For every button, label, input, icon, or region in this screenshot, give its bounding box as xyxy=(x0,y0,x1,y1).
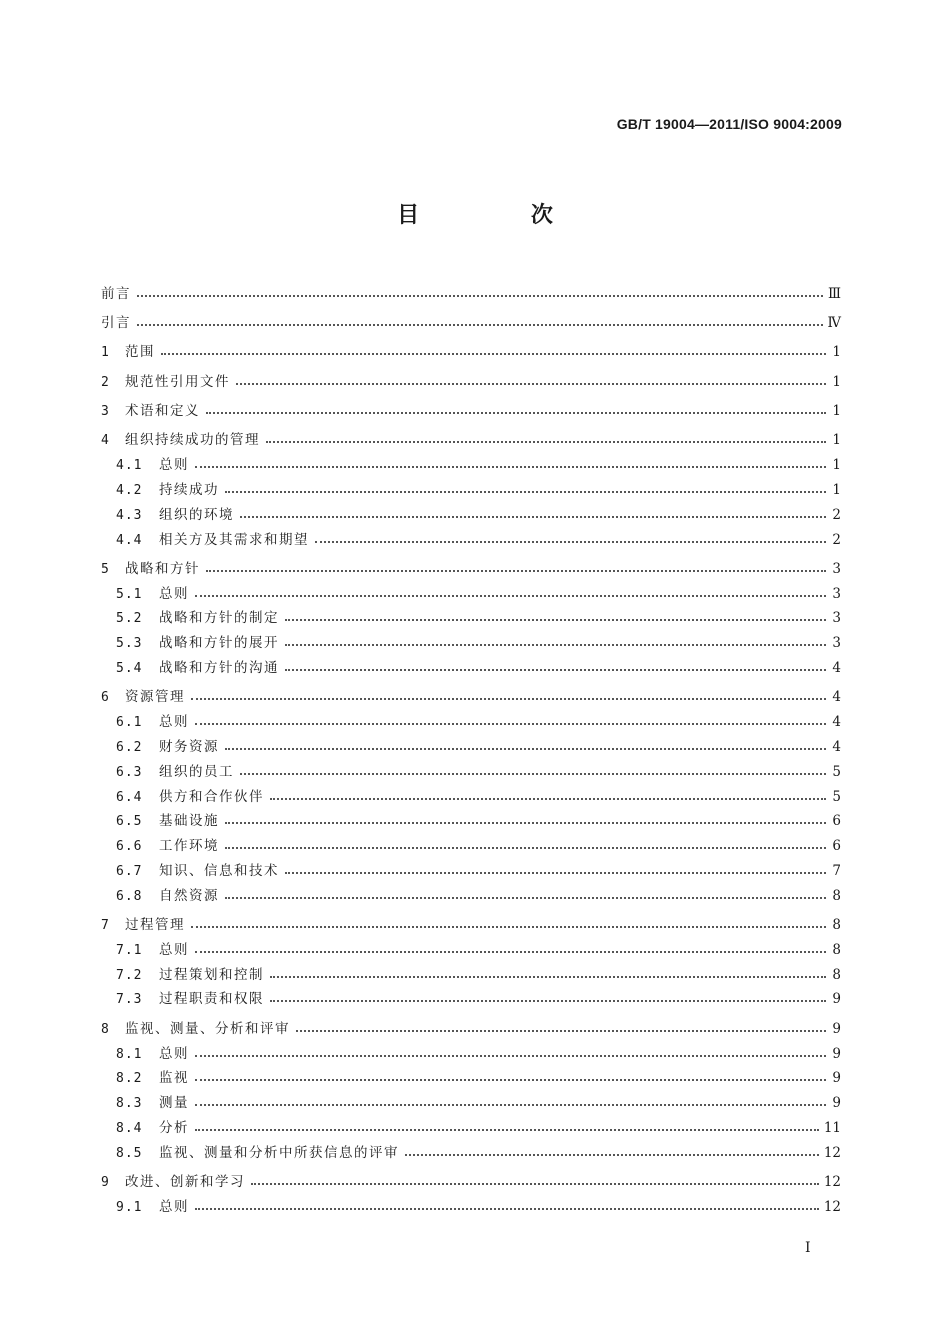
toc-entry-number: 5.1 xyxy=(116,586,143,602)
dot-leader xyxy=(285,618,826,621)
toc-entry[interactable] xyxy=(101,1136,841,1161)
toc-entry[interactable] xyxy=(101,958,841,983)
dot-leader xyxy=(225,821,826,824)
toc-entry[interactable] xyxy=(101,755,841,780)
toc-entry-page: 1 xyxy=(832,344,841,361)
page-number: I xyxy=(805,1240,811,1256)
toc-entry-page: 3 xyxy=(832,610,841,627)
toc-entry-page: 2 xyxy=(832,506,841,523)
toc-entry-title: 自然资源 xyxy=(159,887,219,904)
toc-entry[interactable] xyxy=(101,331,841,360)
dot-leader xyxy=(225,846,826,849)
dot-leader xyxy=(225,490,826,493)
toc-entry[interactable] xyxy=(101,933,841,958)
toc-entry-number: 5.4 xyxy=(116,661,143,677)
toc-entry-page: 2 xyxy=(832,531,841,548)
toc-entry[interactable] xyxy=(101,1161,841,1190)
toc-entry[interactable] xyxy=(101,548,841,577)
dot-leader xyxy=(206,569,826,572)
dot-leader xyxy=(266,440,826,443)
toc-entry-number: 9 xyxy=(101,1174,110,1190)
dot-leader xyxy=(137,323,823,326)
toc-entry-title: 工作环境 xyxy=(159,838,219,855)
toc-entry-title: 总则 xyxy=(159,941,189,958)
toc-entry-number: 4.3 xyxy=(116,507,143,523)
toc-entry-number: 5.2 xyxy=(116,611,143,627)
toc-entry[interactable] xyxy=(101,1037,841,1062)
dot-leader xyxy=(195,1103,826,1106)
toc-entry-page: 4 xyxy=(832,714,841,731)
toc-entry-title: 过程职责和权限 xyxy=(159,991,264,1008)
toc-entry-number: 7.1 xyxy=(116,942,143,958)
toc-entry[interactable] xyxy=(101,651,841,676)
toc-entry-number: 8.5 xyxy=(116,1145,143,1161)
toc-entry-number: 5.3 xyxy=(116,636,143,652)
toc-entry-title: 战略和方针的制定 xyxy=(159,610,279,627)
toc-entry[interactable] xyxy=(101,1111,841,1136)
toc-entry-title: 相关方及其需求和期望 xyxy=(159,531,309,548)
toc-entry-page: Ⅳ xyxy=(827,315,841,332)
toc-entry[interactable] xyxy=(101,360,841,389)
toc-entry[interactable] xyxy=(101,904,841,933)
toc-entry[interactable] xyxy=(101,983,841,1008)
toc-entry-number: 6.3 xyxy=(116,764,143,780)
toc-entry[interactable] xyxy=(101,676,841,705)
toc-entry[interactable] xyxy=(101,1086,841,1111)
toc-entry-page: 11 xyxy=(823,1119,841,1136)
toc-entry-page: 4 xyxy=(832,738,841,755)
standard-code: GB/T 19004—2011/ISO 9004:2009 xyxy=(616,116,842,132)
toc-entry-page: 4 xyxy=(832,689,841,706)
dot-leader xyxy=(161,352,826,355)
toc-entry-page: 6 xyxy=(832,813,841,830)
dot-leader xyxy=(225,896,826,899)
toc-entry[interactable] xyxy=(101,805,841,830)
toc-entry[interactable] xyxy=(101,1062,841,1087)
toc-entry-title: 财务资源 xyxy=(159,738,219,755)
toc-entry-page: 6 xyxy=(832,838,841,855)
toc-entry-page: 8 xyxy=(832,887,841,904)
dot-leader xyxy=(270,975,826,978)
toc-entry[interactable] xyxy=(101,602,841,627)
toc-entry-number: 7.3 xyxy=(116,992,143,1008)
toc-entry-number: 1 xyxy=(101,345,110,361)
toc-entry-number: 2 xyxy=(101,374,110,390)
toc-entry-page: 3 xyxy=(832,560,841,577)
toc-entry-number: 6 xyxy=(101,690,110,706)
toc-entry-number: 6.6 xyxy=(116,839,143,855)
dot-leader xyxy=(195,594,826,597)
dot-leader xyxy=(315,540,826,543)
toc-entry-number: 8 xyxy=(101,1021,110,1037)
dot-leader xyxy=(195,1078,826,1081)
dot-leader xyxy=(270,999,826,1002)
dot-leader xyxy=(206,411,826,414)
toc-entry-number: 6.7 xyxy=(116,863,143,879)
toc-entry-page: 12 xyxy=(823,1198,841,1215)
toc-entry-title: 测量 xyxy=(159,1095,189,1112)
toc-entry[interactable] xyxy=(101,523,841,548)
toc-entry-title: 总则 xyxy=(159,1045,189,1062)
dot-leader xyxy=(240,515,826,518)
toc-entry[interactable] xyxy=(101,854,841,879)
toc-entry-title: 过程管理 xyxy=(125,917,185,934)
toc-entry[interactable] xyxy=(101,829,841,854)
toc-entry-number: 4.2 xyxy=(116,482,143,498)
toc-entry-page: 12 xyxy=(823,1173,841,1190)
toc-entry-page: 1 xyxy=(832,432,841,449)
toc-entry-title: 改进、创新和学习 xyxy=(125,1173,245,1190)
toc-entry-title: 引言 xyxy=(101,315,131,332)
toc-entry-title: 术语和定义 xyxy=(125,403,200,420)
toc-entry-title: 规范性引用文件 xyxy=(125,373,230,390)
toc-entry-title: 组织的环境 xyxy=(159,506,234,523)
toc-entry-title: 监视 xyxy=(159,1070,189,1087)
dot-leader xyxy=(195,1054,826,1057)
toc-entry-number: 4 xyxy=(101,433,110,449)
toc-entry-page: 1 xyxy=(832,373,841,390)
toc-entry-title: 战略和方针的沟通 xyxy=(159,660,279,677)
toc-entry-title: 总则 xyxy=(159,585,189,602)
toc-entry-page: 4 xyxy=(832,660,841,677)
toc-entry-page: 1 xyxy=(832,481,841,498)
toc-entry[interactable] xyxy=(101,473,841,498)
toc-entry-number: 8.1 xyxy=(116,1046,143,1062)
toc-entry-title: 组织持续成功的管理 xyxy=(125,432,260,449)
toc-entry-number: 6.5 xyxy=(116,814,143,830)
dot-leader xyxy=(405,1153,819,1156)
toc-entry-page: 3 xyxy=(832,635,841,652)
toc-entry-page: 9 xyxy=(832,1045,841,1062)
dot-leader xyxy=(137,294,823,297)
toc-entry-page: 8 xyxy=(832,917,841,934)
dot-leader xyxy=(285,643,826,646)
toc-entry-page: 9 xyxy=(832,1070,841,1087)
toc-entry-title: 监视、测量、分析和评审 xyxy=(125,1020,290,1037)
toc-entry-page: 9 xyxy=(832,1020,841,1037)
dot-leader xyxy=(195,722,826,725)
dot-leader xyxy=(285,871,826,874)
dot-leader xyxy=(236,382,826,385)
toc-entry-number: 8.2 xyxy=(116,1071,143,1087)
toc-entry-number: 7 xyxy=(101,918,110,934)
toc-entry-title: 战略和方针 xyxy=(125,560,200,577)
dot-leader xyxy=(195,1207,819,1210)
page-title: 目 次 xyxy=(397,203,605,228)
toc-entry-page: 1 xyxy=(832,403,841,420)
toc-entry[interactable] xyxy=(101,626,841,651)
toc-entry[interactable] xyxy=(101,498,841,523)
toc-entry-page: 8 xyxy=(832,966,841,983)
toc-entry-title: 供方和合作伙伴 xyxy=(159,788,264,805)
toc-entry-page: Ⅲ xyxy=(827,285,841,302)
toc-entry-number: 5 xyxy=(101,561,110,577)
toc-entry-number: 6.8 xyxy=(116,888,143,904)
toc-entry-page: 1 xyxy=(832,457,841,474)
toc-entry-title: 总则 xyxy=(159,714,189,731)
toc-entry-title: 基础设施 xyxy=(159,813,219,830)
toc-entry[interactable] xyxy=(101,879,841,904)
toc-entry-title: 过程策划和控制 xyxy=(159,966,264,983)
toc-entry[interactable] xyxy=(101,1190,841,1215)
toc-entry-number: 9.1 xyxy=(116,1199,143,1215)
toc-entry-page: 7 xyxy=(832,862,841,879)
toc-entry-page: 5 xyxy=(832,763,841,780)
toc-entry-page: 5 xyxy=(832,788,841,805)
dot-leader xyxy=(251,1182,819,1185)
toc-entry-title: 监视、测量和分析中所获信息的评审 xyxy=(159,1144,399,1161)
toc-entry-title: 总则 xyxy=(159,457,189,474)
toc-entry-number: 3 xyxy=(101,404,110,420)
toc-entry-title: 知识、信息和技术 xyxy=(159,862,279,879)
toc-entry[interactable] xyxy=(101,302,841,332)
toc-entry[interactable] xyxy=(101,705,841,730)
dot-leader xyxy=(270,797,826,800)
dot-leader xyxy=(296,1029,826,1032)
toc-entry[interactable] xyxy=(101,780,841,805)
toc-entry-number: 4.4 xyxy=(116,532,143,548)
toc-entry-page: 12 xyxy=(823,1144,841,1161)
toc-entry-title: 范围 xyxy=(125,344,155,361)
dot-leader xyxy=(195,1128,819,1131)
toc-entry[interactable] xyxy=(101,577,841,602)
toc-entry[interactable] xyxy=(101,419,841,448)
toc-entry-number: 6.2 xyxy=(116,739,143,755)
toc-entry-title: 前言 xyxy=(101,285,131,302)
toc-entry-title: 分析 xyxy=(159,1119,189,1136)
toc-entry[interactable] xyxy=(101,448,841,473)
dot-leader xyxy=(225,747,826,750)
toc-entry-page: 9 xyxy=(832,1095,841,1112)
toc-entry-page: 8 xyxy=(832,941,841,958)
dot-leader xyxy=(191,697,826,700)
toc-entry-number: 8.3 xyxy=(116,1096,143,1112)
toc-entry[interactable] xyxy=(101,272,841,302)
toc-entry-title: 资源管理 xyxy=(125,689,185,706)
toc-entry-number: 7.2 xyxy=(116,967,143,983)
dot-leader xyxy=(285,668,826,671)
toc-entry-number: 4.1 xyxy=(116,458,143,474)
toc-entry-number: 6.1 xyxy=(116,715,143,731)
toc-entry[interactable] xyxy=(101,730,841,755)
toc-entry-number: 6.4 xyxy=(116,789,143,805)
dot-leader xyxy=(191,925,826,928)
dot-leader xyxy=(195,950,826,953)
toc-entry-title: 战略和方针的展开 xyxy=(159,635,279,652)
toc-entry-number: 8.4 xyxy=(116,1120,143,1136)
toc-entry[interactable] xyxy=(101,390,841,419)
toc-entry-page: 9 xyxy=(832,991,841,1008)
toc-entry-title: 持续成功 xyxy=(159,481,219,498)
toc-entry[interactable] xyxy=(101,1007,841,1036)
dot-leader xyxy=(240,772,826,775)
toc-entry-page: 3 xyxy=(832,585,841,602)
table-of-contents xyxy=(101,272,841,1215)
toc-entry-title: 总则 xyxy=(159,1198,189,1215)
dot-leader xyxy=(195,465,826,468)
toc-entry-title: 组织的员工 xyxy=(159,763,234,780)
